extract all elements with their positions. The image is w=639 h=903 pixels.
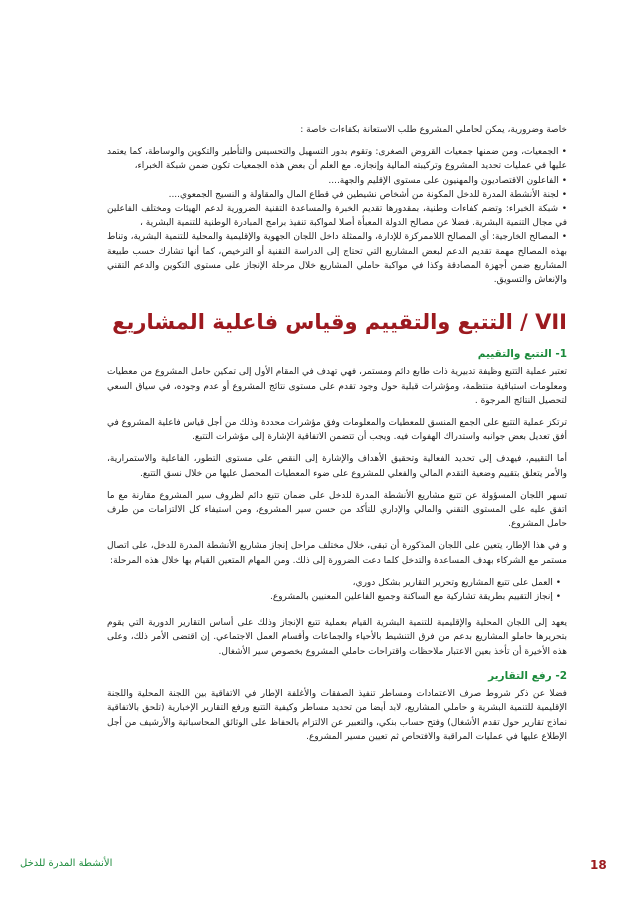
intro-list <box>107 145 567 287</box>
subsection-title-reporting: 2- رفع التقارير <box>488 669 567 682</box>
paragraph: و في هذا الإطار، يتعين على اللجان المذكورة أن تبقى، خلال مختلف مراحل إنجاز مشاريع الأنشطة المدرة للدخل، على اتصال مستمر مع الشركاء بهدف المساعدة والتدخل كلما دعت الضرورة إلى ذلك. ومن المهام المتعين القيام بها خلال هذه المرحلة: <box>107 541 567 566</box>
list-item: • المصالح الخارجية: أي المصالح اللاممركزة للإدارة، والممثلة داخل اللجان الجهوية والإقليمية والمحلية للتنمية البشرية، وتناط بهذه المصالح مهمة تقديم الدعم لبعض المشاريع التي تحتاج إلى الدراسة التقنية أو الترخيص، كما أنها تشارك حسب طبيعة المشاريع ضمن أجهزة المصادقة وكذا في مواكبة حاملي المشاريع خلال مرحلة الإنجاز على مستوى التكوين والدعم التقني والإنعاش والتسويق. <box>107 230 567 287</box>
page-number: 18 <box>590 858 607 872</box>
list-item: • الجمعيات، ومن ضمنها جمعيات القروض الصغرى: وتقوم بدور التسهيل والتحسيس والتأطير والتكوين والوساطة، كما يعتمد عليها في عمليات تحديد المشروع وتركيبته المالية وإنجازه. مع العلم أن بعض هذه الجمعيات تكون ضمن شبكة الخبراء، <box>107 145 567 173</box>
document-body <box>107 123 567 752</box>
section-title: VII / التتبع والتقييم وقياس فاعلية المشاريع <box>112 310 567 335</box>
paragraph: فضلا عن ذكر شروط صرف الاعتمادات ومساطر تنفيذ الصفقات والأغلفة الإطار في الاتفاقية بين اللجنة المحلية واللجنة الإقليمية للتنمية البشرية و حاملي المشاريع، لابد أيضا من تحديد مساطر وكيفية التتبع ورفع التقارير الإخبارية (تلحق بالاتفاقية نماذج تقارير حول تقدم الأشغال) وفتح حساب بنكي، والتعبير عن الالتزام بالحفاظ على الوثائق المحاسباتية والأرشيف من أجل الإطلاع عليها في عمليات المراقبة والافتحاص ثم تعيين مسير المشروع. <box>107 689 567 742</box>
list-item: • لجنة الأنشطة المدرة للدخل المكونة من أشخاص نشيطين في قطاع المال والمقاولة و النسيج الجمعوي.... <box>107 188 567 202</box>
paragraph: أما التقييم، فيهدف إلى تحديد الفعالية وتحقيق الأهداف والإشارة إلى النقص على مستوى التطور، الفاعلية والاستمرارية، والأمر يتعلق بتقييم وضعية التقدم المالي والفعلي للمشروع على ضوء المعطيات المحصل عليها من خلال نسق التتبع. <box>107 454 567 479</box>
list-item: • شبكة الخبراء: وتضم كفاءات وطنية، بمقدورها تقديم الخبرة والمساعدة التقنية الضرورية لدعم الهيئات ومختلف الفاعلين في مجال التنمية البشرية. فضلا عن مصالح الدولة المعبأة أصلا لمواكبة تنفيذ برامج المبادرة الوطنية للتنمية البشرية ، <box>107 202 567 230</box>
intro-lead: خاصة وضرورية، يمكن لحاملي المشروع طلب الاستعانة بكفاءات خاصة : <box>300 125 567 135</box>
list-item: • الفاعلون الاقتصاديون والمهنيون على مستوى الإقليم والجهة.... <box>107 174 567 188</box>
tasks-list <box>107 576 567 604</box>
paragraph: تسهر اللجان المسؤولة عن تتبع مشاريع الأنشطة المدرة للدخل على ضمان تتبع دائم لظروف سير المشروع مقارنة مع ما اتفق عليه على المستوى التقني والمالي والإداري للتأكد من حسن سير المشروع، ومن استيفاء كل الالتزامات من طرف حامل المشروع. <box>107 490 567 530</box>
footer-title: الأنشطة المدرة للدخل <box>20 858 113 869</box>
paragraph: يعهد إلى اللجان المحلية والإقليمية للتنمية البشرية القيام بعملية تتبع الإنجاز وذلك على أساس التقارير الدورية التي يقوم بتحريرها حاملو المشاريع بدعم من فرق التنشيط بالأحياء والجماعات وأقسام العمل الاجتماعي. إن اقتضى الأمر ذلك، وعلى هذه الأخيرة أن تأخذ بعين الاعتبار ملاحظات واقتراحات حاملي المشروع بخصوص سير الأشغال. <box>107 618 567 657</box>
paragraph: تعتبر عملية التتبع وظيفة تدبيرية ذات طابع دائم ومستمر، فهي تهدف في المقام الأول إلى تمكين حامل المشروع من معطيات ومعلومات استباقية منتظمة، ومؤشرات قبلية حول وجود تقدم على مستوى نتائج المشروع أو عدم وجوده، في سياق السعي لتحصيل النتائج المرجوة . <box>107 367 567 406</box>
subsection-title-monitoring: 1- التتبع والتقييم <box>477 348 567 361</box>
paragraph: ترتكز عملية التتبع على الجمع المنسق للمعطيات والمعلومات وفق مؤشرات محددة وذلك من أجل قياس فاعلية المشروع في أفق تعديل بعض جوانبه واستدراك الهفوات فيه. ويجب أن تتضمن الاتفاقية الإشارة إلى مؤشرات التتبع. <box>107 418 567 443</box>
list-item: • إنجاز التقييم بطريقة تشاركية مع الساكنة وجميع الفاعلين المعنيين بالمشروع. <box>107 590 561 604</box>
list-item: • العمل على تتبع المشاريع وتحرير التقارير بشكل دوري، <box>107 576 561 590</box>
